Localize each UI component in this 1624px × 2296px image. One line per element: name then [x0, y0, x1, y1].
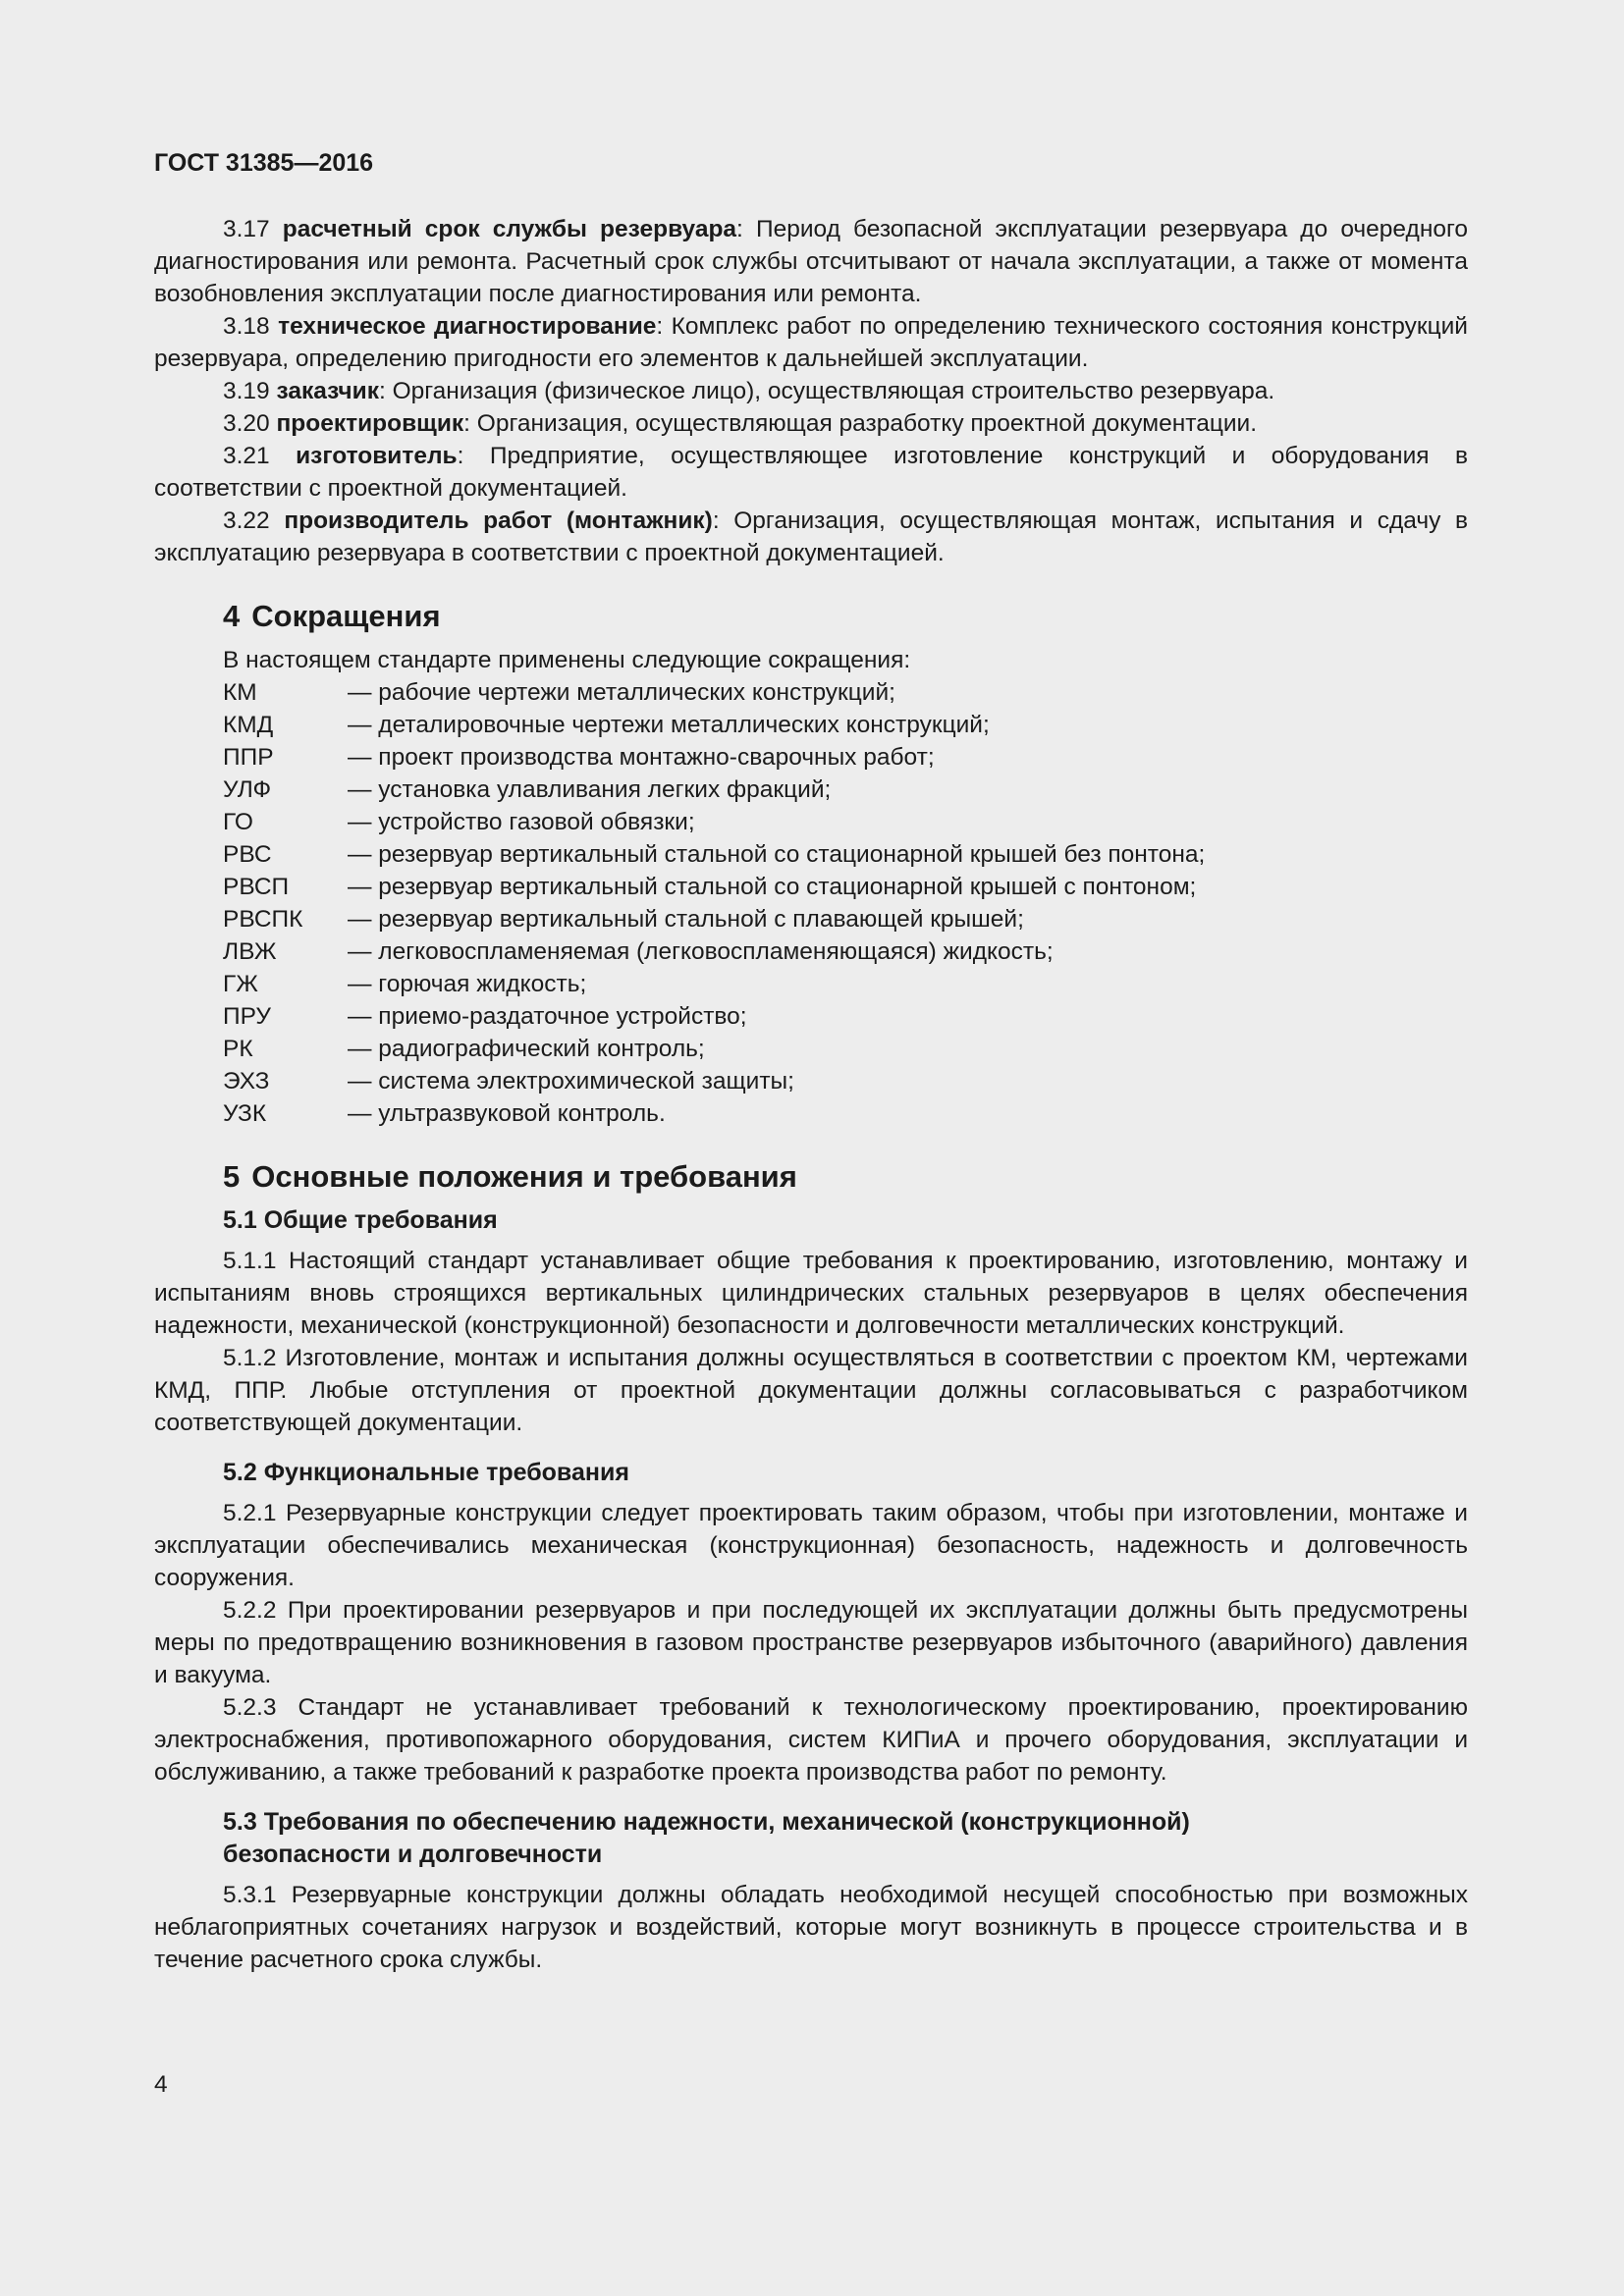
- abbreviation-row: [223, 741, 1468, 774]
- paragraph-5-3-1: 5.3.1 Резервуарные конструкции должны обладать необходимой несущей способностью при возможных неблагоприятных сочетаниях нагрузок и воздействий, которые могут возникнуть в процессе строительства и в течение расчетного срока службы.: [154, 1882, 1468, 1973]
- abbreviation-row: [223, 806, 1468, 838]
- abbreviation-row: [223, 935, 1468, 968]
- abbreviation-row: [223, 709, 1468, 741]
- abbreviation-desc: — радиографический контроль;: [348, 1036, 705, 1062]
- abbreviations-list: [154, 676, 1468, 1130]
- abbreviation-desc: — легковоспламеняемая (легковоспламеняющаяся) жидкость;: [348, 938, 1054, 965]
- term-number: 3.19: [223, 378, 270, 404]
- abbreviation-code: ГЖ: [223, 971, 258, 997]
- abbreviation-row: [223, 774, 1468, 806]
- term-paragraph: [154, 505, 1468, 569]
- abbreviation-code: КМД: [223, 712, 274, 738]
- abbreviation-desc: — деталировочные чертежи металлических конструкций;: [348, 712, 990, 738]
- term-number: 3.18: [223, 313, 270, 340]
- abbreviations-intro: В настоящем стандарте применены следующие сокращения:: [223, 647, 911, 673]
- term-name: заказчик: [276, 378, 379, 404]
- abbreviation-row: [223, 1097, 1468, 1130]
- term-number: 3.21: [223, 443, 270, 469]
- subsection-5-3-title-line1: 5.3 Требования по обеспечению надежности, механической (конструкционной): [223, 1808, 1190, 1836]
- document-header: ГОСТ 31385—2016: [154, 149, 374, 177]
- term-paragraph: [154, 440, 1468, 505]
- term-paragraph: [154, 310, 1468, 375]
- abbreviation-desc: — резервуар вертикальный стальной со стационарной крышей без понтона;: [348, 841, 1206, 868]
- abbreviation-desc: — установка улавливания легких фракций;: [348, 776, 832, 803]
- paragraph-5-2-1: 5.2.1 Резервуарные конструкции следует проектировать таким образом, чтобы при изготовлении, монтаже и эксплуатации обеспечивались механическая (конструкционная) безопасность, надежность и долговечность сооружения.: [154, 1500, 1468, 1591]
- abbreviation-code: КМ: [223, 679, 257, 706]
- section-title: Основные положения и требования: [251, 1159, 797, 1194]
- term-paragraph: [154, 407, 1468, 440]
- abbreviation-row: [223, 1033, 1468, 1065]
- term-paragraph: [154, 213, 1468, 310]
- subsection-5-3-title-line2: безопасности и долговечности: [223, 1841, 603, 1868]
- abbreviation-desc: — проект производства монтажно-сварочных работ;: [348, 744, 935, 771]
- term-definition: : Предприятие, осуществляющее изготовление конструкций и оборудования в соответствии с проектной документацией.: [154, 443, 1468, 502]
- abbreviation-row: [223, 838, 1468, 871]
- abbreviation-desc: — ультразвуковой контроль.: [348, 1100, 666, 1127]
- abbreviation-desc: — приемо-раздаточное устройство;: [348, 1003, 747, 1030]
- term-definition: : Комплекс работ по определению технического состояния конструкций резервуара, определению пригодности его элементов к дальнейшей эксплуатации.: [154, 313, 1468, 372]
- subsection-5-2-heading: 5.2 Функциональные требования: [223, 1459, 629, 1486]
- abbreviation-code: ПРУ: [223, 1003, 271, 1030]
- abbreviation-row: [223, 968, 1468, 1000]
- abbreviation-code: УЗК: [223, 1100, 267, 1127]
- subsection-5-1-heading: 5.1 Общие требования: [223, 1206, 498, 1234]
- abbreviation-desc: — резервуар вертикальный стальной с плавающей крышей;: [348, 906, 1024, 933]
- abbreviation-code: ЛВЖ: [223, 938, 277, 965]
- term-name: производитель работ (монтажник): [284, 507, 713, 534]
- section-5-heading: [223, 1157, 1468, 1197]
- abbreviation-desc: — горючая жидкость;: [348, 971, 587, 997]
- term-number: 3.17: [223, 216, 270, 242]
- term-name: изготовитель: [296, 443, 458, 469]
- abbreviation-row: [223, 903, 1468, 935]
- abbreviation-row: [223, 871, 1468, 903]
- section-title: Сокращения: [251, 599, 441, 633]
- subsection-5-3-heading: [223, 1806, 1468, 1871]
- abbreviation-code: РК: [223, 1036, 253, 1062]
- abbreviation-code: ЭХЗ: [223, 1068, 270, 1095]
- abbreviation-code: РВС: [223, 841, 272, 868]
- section-number: 5: [223, 1159, 241, 1194]
- term-definition: : Организация (физическое лицо), осуществляющая строительство резервуара.: [378, 378, 1275, 404]
- abbreviation-desc: — рабочие чертежи металлических конструкций;: [348, 679, 895, 706]
- page-number: 4: [154, 2071, 168, 2098]
- term-number: 3.22: [223, 507, 270, 534]
- term-name: проектировщик: [276, 410, 464, 437]
- abbreviation-row: [223, 1065, 1468, 1097]
- term-name: расчетный срок службы резервуара: [282, 216, 737, 242]
- term-name: техническое диагностирование: [278, 313, 657, 340]
- abbreviation-row: [223, 1000, 1468, 1033]
- paragraph-5-2-3: 5.2.3 Стандарт не устанавливает требований к технологическому проектированию, проектированию электроснабжения, противопожарного оборудования, систем КИПиА и прочего оборудования, эксплуатации и обслуживанию, а также требований к разработке проекта производства работ по ремонту.: [154, 1694, 1468, 1786]
- document-page: [154, 147, 1468, 1976]
- section-4-heading: [223, 597, 1468, 636]
- paragraph-5-2-2: 5.2.2 При проектировании резервуаров и при последующей их эксплуатации должны быть предусмотрены меры по предотвращению возникновения в газовом пространстве резервуаров избыточного (аварийного) давления и вакуума.: [154, 1597, 1468, 1688]
- term-number: 3.20: [223, 410, 270, 437]
- paragraph-5-1-2: 5.1.2 Изготовление, монтаж и испытания должны осуществляться в соответствии с проектом КМ, чертежами КМД, ППР. Любые отступления от проектной документации должны согласовываться с разработчиком соответствующей документации.: [154, 1345, 1468, 1436]
- section-number: 4: [223, 599, 241, 633]
- paragraph-5-1-1: 5.1.1 Настоящий стандарт устанавливает общие требования к проектированию, изготовлению, монтажу и испытаниям вновь строящихся вертикальных цилиндрических стальных резервуаров в целях обеспечения надежности, механической (конструкционной) безопасности и долговечности металлических конструкций.: [154, 1248, 1468, 1339]
- abbreviation-desc: — резервуар вертикальный стальной со стационарной крышей с понтоном;: [348, 874, 1197, 900]
- abbreviation-code: РВСП: [223, 874, 290, 900]
- abbreviation-code: РВСПК: [223, 906, 303, 933]
- term-paragraph: [154, 375, 1468, 407]
- term-definition: : Организация, осуществляющая монтаж, испытания и сдачу в эксплуатацию резервуара в соответствии с проектной документацией.: [154, 507, 1469, 566]
- term-definition: : Организация, осуществляющая разработку проектной документации.: [463, 410, 1258, 437]
- abbreviation-code: УЛФ: [223, 776, 272, 803]
- term-definition: : Период безопасной эксплуатации резервуара до очередного диагностирования или ремонта. Расчетный срок службы отсчитывают от начала эксплуатации, а также от момента возобновления эксплуатации после диагностирования или ремонта.: [154, 216, 1468, 307]
- abbreviation-desc: — устройство газовой обвязки;: [348, 809, 695, 835]
- abbreviation-row: [223, 676, 1468, 709]
- abbreviation-desc: — система электрохимической защиты;: [348, 1068, 794, 1095]
- abbreviation-code: ППР: [223, 744, 274, 771]
- abbreviation-code: ГО: [223, 809, 253, 835]
